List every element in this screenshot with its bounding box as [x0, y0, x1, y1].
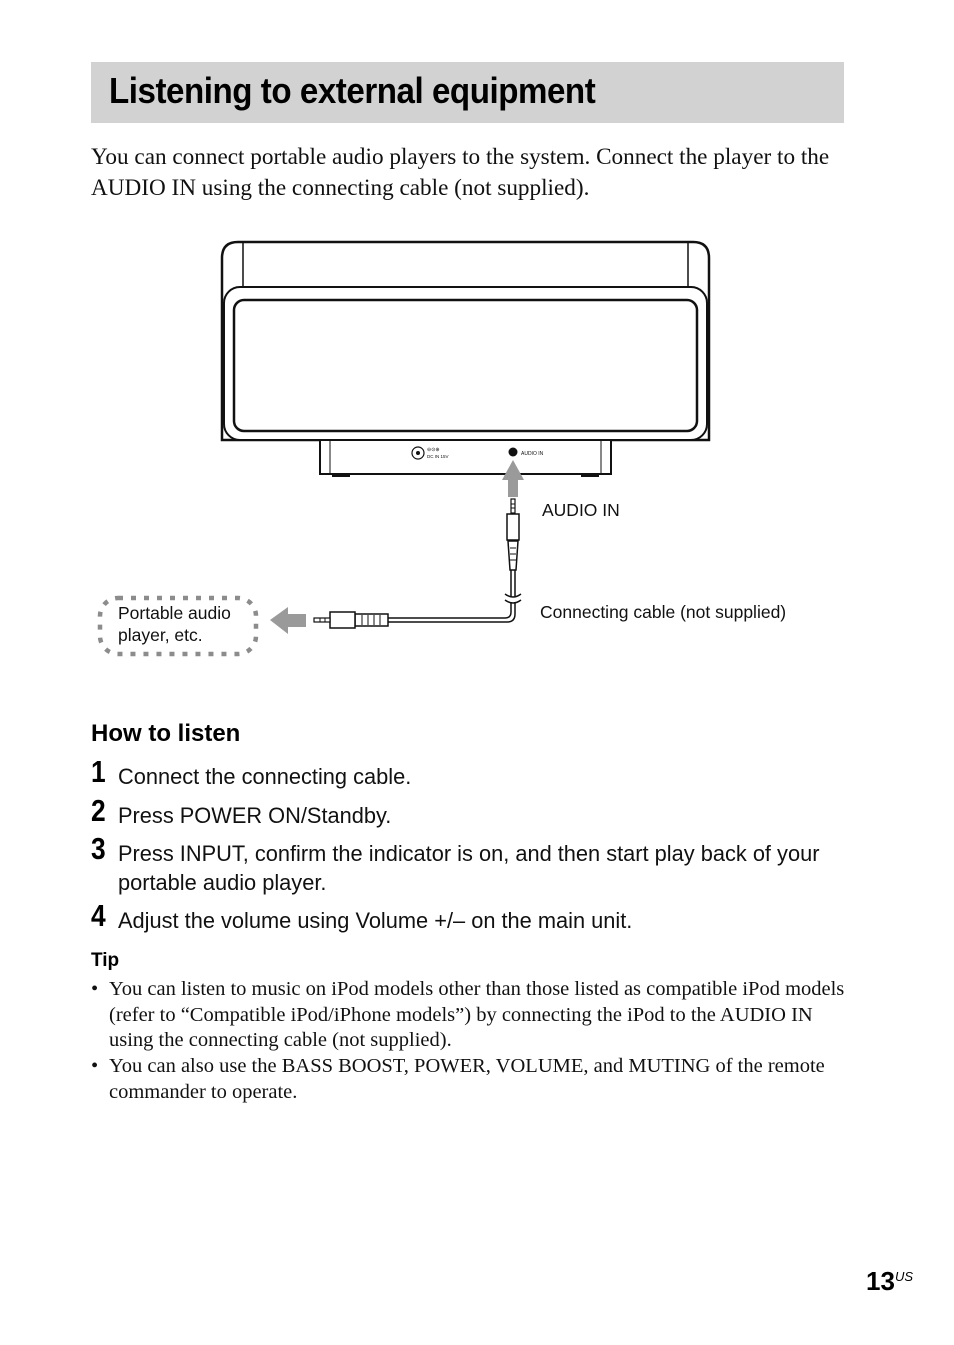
audio-in-label: AUDIO IN [542, 500, 620, 520]
step-number: 4 [91, 898, 106, 933]
tip-text: You can listen to music on iPod models other than those listed as compatible iPod models (refer to “Compatible iPod/iPhone models”) by connecting the iPod to the AUDIO IN using the connecting cable (not supplied). [109, 978, 845, 1051]
svg-text:⊖⊙⊕: ⊖⊙⊕ [427, 447, 440, 453]
audio-plug-vertical [507, 499, 519, 570]
step-text: Connect the connecting cable. [118, 764, 412, 789]
step-number: 1 [91, 754, 106, 789]
page-number: 13 [866, 1266, 895, 1296]
tip-heading: Tip [91, 950, 120, 971]
step-text: Press POWER ON/Standby. [118, 803, 392, 828]
how-to-listen-heading: How to listen [91, 720, 241, 747]
tip-text: You can also use the BASS BOOST, POWER, VOLUME, and MUTING of the remote commander to operate. [109, 1055, 825, 1103]
bullet-icon: • [91, 978, 99, 1000]
bullet-icon: • [91, 1055, 99, 1077]
panel-audio-in-label: AUDIO IN [521, 451, 544, 457]
player-label-line2: player, etc. [118, 625, 203, 645]
page-number-suffix: US [895, 1269, 914, 1284]
arrow-left-icon [270, 607, 306, 634]
step-number: 3 [91, 831, 106, 866]
step-text: Adjust the volume using Volume +/– on the main unit. [118, 908, 633, 933]
player-label-line1: Portable audio [118, 603, 231, 623]
step-number: 2 [91, 793, 106, 828]
page-title: Listening to external equipment [109, 70, 596, 111]
cable-label: Connecting cable (not supplied) [540, 602, 787, 622]
intro-paragraph: You can connect portable audio players to the system. Connect the player to the AUDIO IN using the connecting cable (not supplied). [91, 144, 830, 201]
dc-in-label: DC IN 15V [427, 454, 449, 459]
audio-plug-horizontal [314, 612, 388, 628]
speaker-unit [222, 242, 709, 477]
step-text: Press INPUT, confirm the indicator is on, and then start play back of your portable audio player. [118, 841, 820, 895]
connecting-cable [511, 570, 515, 596]
